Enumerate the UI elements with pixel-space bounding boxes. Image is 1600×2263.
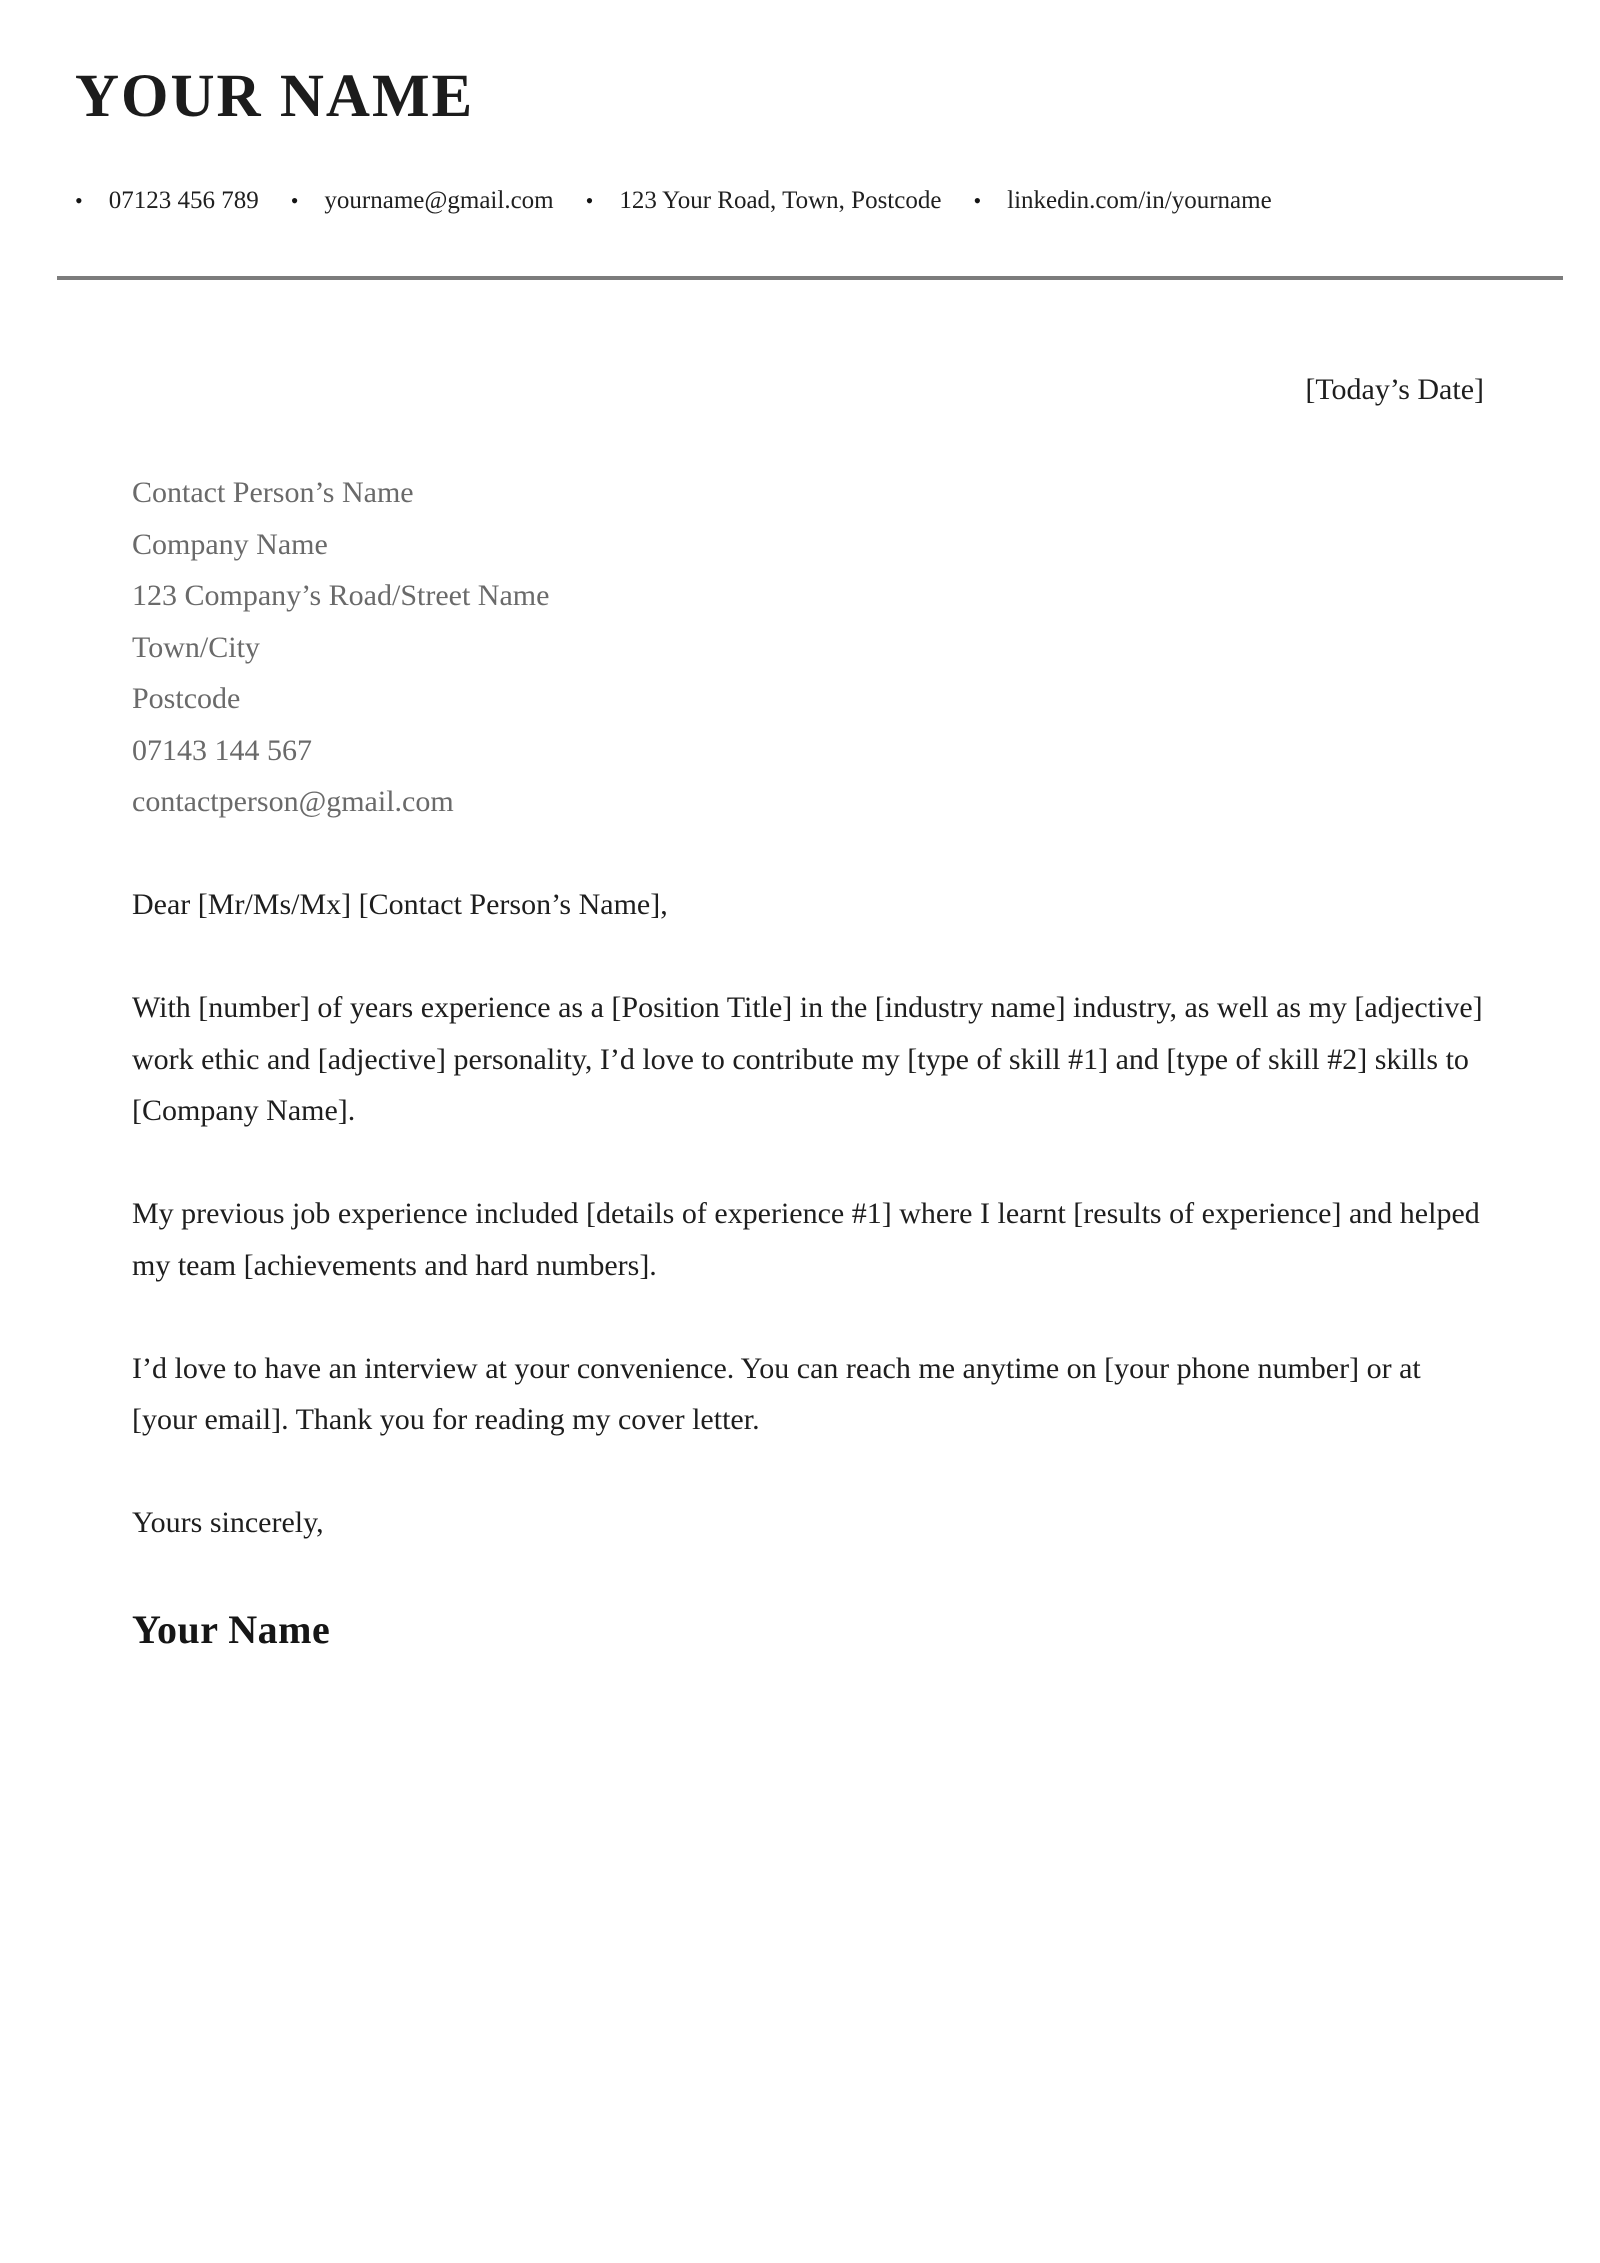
recipient-email: contactperson@gmail.com	[132, 785, 454, 818]
contact-item-email	[291, 186, 554, 216]
bullet-separator: •	[75, 188, 83, 213]
contact-item-address	[586, 186, 942, 216]
contact-item-phone	[75, 186, 259, 216]
bullet-separator: •	[585, 188, 594, 213]
closing: Yours sincerely,	[132, 1506, 324, 1539]
contact-address: 123 Your Road, Town, Postcode	[619, 187, 942, 214]
recipient-postcode: Postcode	[132, 682, 241, 715]
contact-info-bar	[75, 186, 1543, 216]
body-paragraph-1: With [number] of years experience as a [Position Title] in the [industry name] industry, as well as my [adjective] work ethic and [adjective] personality, I’d love to contribute my [type of skill #1] and [type of skill #2] skills to [Company Name].	[132, 991, 1483, 1127]
bullet-separator: •	[290, 188, 299, 213]
bullet-separator: •	[973, 188, 982, 213]
contact-item-linkedin	[973, 186, 1271, 216]
recipient-company: Company Name	[132, 527, 328, 561]
recipient-town: Town/City	[132, 630, 260, 664]
contact-email: yourname@gmail.com	[324, 187, 554, 214]
recipient-block	[132, 467, 1484, 828]
recipient-name: Contact Person’s Name	[132, 476, 414, 509]
letter-date: [Today’s Date]	[1305, 373, 1484, 406]
recipient-street: 123 Company’s Road/Street Name	[132, 579, 550, 612]
salutation: Dear [Mr/Ms/Mx] [Contact Person’s Name],	[132, 888, 668, 921]
header-divider	[57, 276, 1563, 280]
signature-name: Your Name	[132, 1607, 331, 1652]
recipient-phone: 07143 144 567	[132, 733, 312, 767]
contact-phone: 07123 456 789	[108, 187, 259, 214]
body-paragraph-3: I’d love to have an interview at your convenience. You can reach me anytime on [your phone number] or at [your email]. Thank you for reading my cover letter.	[132, 1351, 1421, 1436]
letterhead	[0, 0, 1600, 216]
contact-linkedin: linkedin.com/in/yourname	[1007, 187, 1272, 214]
letter-body	[132, 364, 1484, 1660]
body-paragraph-2: My previous job experience included [details of experience #1] where I learnt [results of experience] and helped my team [achievements and hard numbers].	[132, 1197, 1480, 1282]
page-title: YOUR NAME	[75, 63, 475, 130]
